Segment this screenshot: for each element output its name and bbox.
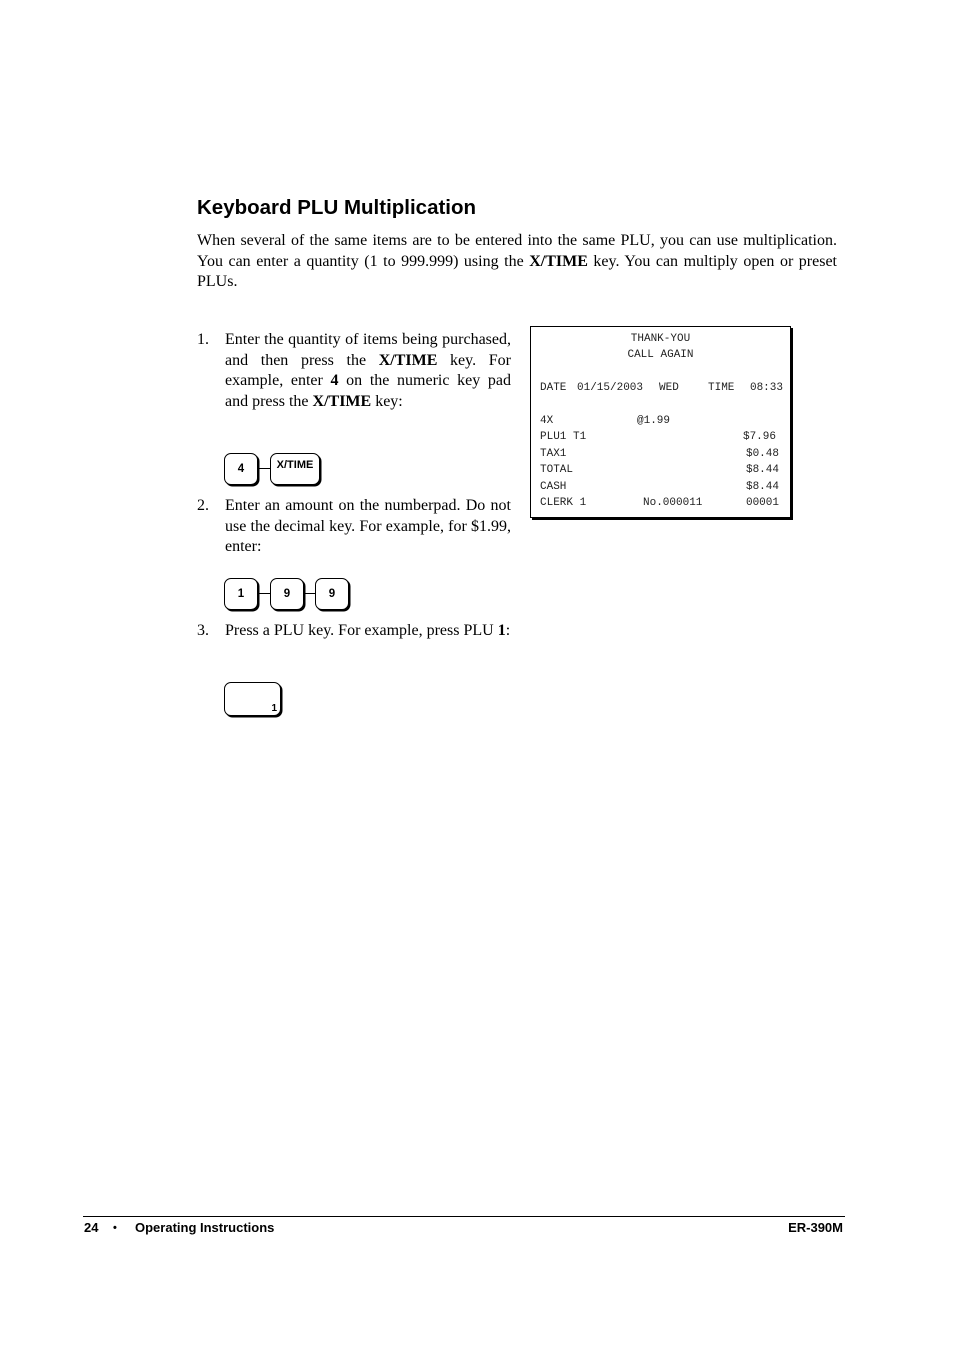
receipt-line-label: CASH — [540, 481, 567, 493]
step-1-text-b: key. For example, enter — [225, 351, 511, 390]
key-connector — [258, 593, 270, 594]
step-number: 2. — [197, 497, 209, 514]
receipt-number: No.000011 — [643, 497, 703, 509]
receipt-day: WED — [659, 382, 679, 394]
receipt-line-amount: $0.48 — [745, 448, 779, 460]
key-connector — [258, 468, 270, 469]
step-1-text-a: Enter the quantity of items being purchased, and then press the — [225, 331, 511, 369]
step-text — [225, 621, 511, 642]
receipt-clerk: CLERK 1 — [540, 497, 587, 509]
key-4 — [224, 453, 258, 485]
key-9 — [270, 578, 304, 610]
key-x-time — [270, 453, 320, 485]
key-label: 4 — [237, 463, 245, 475]
key-label: 9 — [283, 588, 291, 600]
receipt-line-label: TAX1 — [540, 448, 567, 460]
page-number: 24 — [84, 1220, 99, 1235]
key-1 — [224, 578, 258, 610]
receipt-line-amount: $7.96 — [742, 431, 776, 443]
receipt-line-label: TOTAL — [540, 464, 574, 476]
section-heading: Keyboard PLU Multiplication — [197, 196, 477, 219]
step-number: 1. — [197, 331, 209, 348]
receipt-unit-price: @1.99 — [637, 415, 671, 427]
key-label: 9 — [328, 588, 336, 600]
footer-model-name: ER-390M — [788, 1220, 843, 1235]
step-1-key-xtime: X/TIME — [378, 351, 438, 369]
intro-text-1: When several of the same items are to be entered into the same PLU, you can use multiplication. You can enter a quantity (1 to 999.999) using the — [197, 232, 837, 270]
step-1-text-c: on the numeric key pad and press the — [225, 372, 512, 410]
intro-key-name: X/TIME — [529, 252, 588, 270]
key-connector — [304, 593, 315, 594]
receipt-time: 08:33 — [749, 382, 783, 394]
key-label: 1 — [237, 588, 245, 600]
receipt-time-label: TIME — [708, 382, 735, 394]
step-1-key-xtime-2: X/TIME — [312, 392, 372, 410]
key-label: X/TIME — [276, 459, 314, 471]
step-text: Enter an amount on the numberpad. Do not use the decimal key. For example, for $1.99, enter: — [225, 497, 511, 556]
step-text — [225, 330, 511, 412]
step-3-key-1: 1 — [497, 622, 506, 639]
step-3-text-b: : — [505, 622, 511, 639]
step-number: 3. — [197, 622, 209, 639]
receipt-line-label: PLU1 T1 — [540, 431, 587, 443]
receipt-line-amount: $8.44 — [745, 464, 779, 476]
receipt-date: 01/15/2003 — [577, 382, 644, 394]
key-label: 1 — [271, 703, 277, 714]
step-1-key-4: 4 — [330, 372, 339, 390]
footer-section-title: Operating Instructions — [135, 1220, 275, 1235]
sample-receipt — [530, 326, 791, 518]
key-9 — [315, 578, 349, 610]
receipt-quantity: 4X — [540, 415, 554, 427]
footer-rule — [83, 1216, 845, 1217]
intro-paragraph — [197, 231, 837, 293]
receipt-date-label: DATE — [540, 382, 567, 394]
key-plu-1 — [224, 682, 281, 716]
step-3-text-a: Press a PLU key. For example, press PLU — [225, 622, 498, 639]
step-1-text-d: key: — [371, 392, 403, 410]
receipt-header-1: THANK-YOU — [630, 333, 691, 345]
receipt-line-amount: $8.44 — [745, 481, 779, 493]
bullet-icon: • — [113, 1222, 117, 1234]
receipt-consecutive-number: 00001 — [745, 497, 779, 509]
intro-text-2: key. You can multiply open or preset PLUs. — [197, 252, 838, 291]
receipt-header-2: CALL AGAIN — [627, 349, 694, 361]
